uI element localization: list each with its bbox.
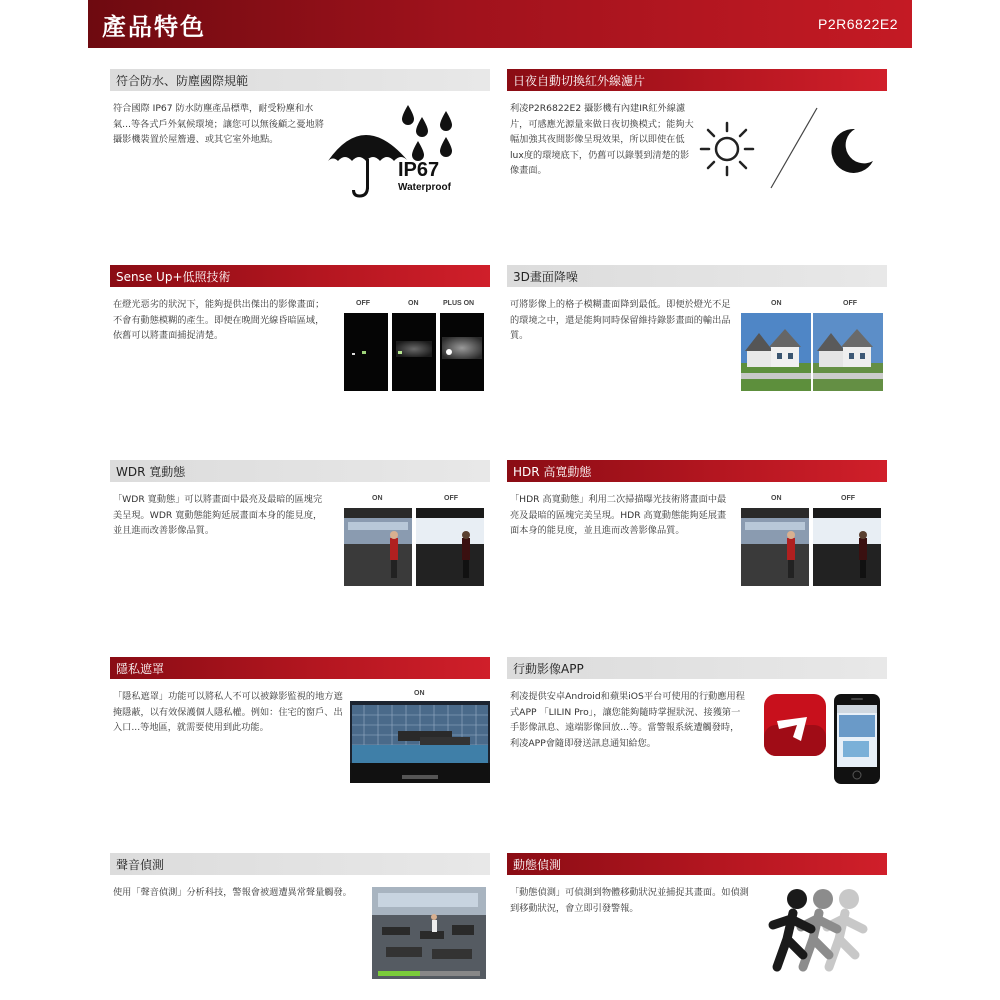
wdr-image-off <box>416 508 484 586</box>
night-image-plus-on <box>440 313 484 391</box>
section-description: 「隱私遮罩」功能可以將私人不可以被錄影監視的地方遮掩隱蔽，以有效保護個人隱私權。例如：住宅的窗戶、出入口...等地區，就需要使用到此功能。 <box>113 691 343 733</box>
moon-icon <box>825 125 877 177</box>
section-hdr <box>507 460 887 650</box>
label-off: OFF <box>356 300 370 307</box>
label-off: OFF <box>444 495 458 502</box>
running-figures-icon <box>759 883 879 983</box>
section-description: 在燈光惡劣的狀況下，能夠提供出傑出的影像畫面；不會有動態模糊的產生。即便在晚間光線昏暗區域，依舊可以將畫面捕捉清楚。 <box>113 299 325 341</box>
section-heading: 隱私遮罩 <box>110 657 490 679</box>
wdr-image-on <box>344 508 412 586</box>
house-image-off <box>813 313 883 391</box>
smartphone-icon <box>833 693 881 785</box>
hdr-image-off <box>813 508 881 586</box>
section-description: 「動態偵測」可偵測到物體移動狀況並捕捉其畫面。如偵測到移動狀況，會立即引發警報。 <box>510 887 749 914</box>
section-description: 「WDR 寬動態」可以將畫面中最亮及最暗的區塊完美呈現。WDR 寬動態能夠延展畫面本身的能見度，並且進而改善影像品質。 <box>113 494 323 536</box>
section-heading: 聲音偵測 <box>110 853 490 875</box>
label-off: OFF <box>843 300 857 307</box>
section-privacy-mask <box>110 657 490 847</box>
divider-slash <box>769 107 819 189</box>
lilin-app-icon <box>763 693 827 757</box>
label-on: ON <box>408 300 419 307</box>
section-description: 利凌P2R6822E2 攝影機有內建IR紅外線濾片，可感應光源量來做日夜切換模式；能夠大幅加強其夜間影像呈現效果，所以即使在低lux度的環境底下，仍舊可以錄製到清楚的影像畫面。 <box>510 103 694 176</box>
section-wdr <box>110 460 490 650</box>
section-heading: Sense Up+低照技術 <box>110 265 490 287</box>
privacy-mask-image <box>350 701 490 783</box>
section-description: 使用「聲音偵測」分析科技，警報會被週遭異常聲量觸發。 <box>113 887 352 898</box>
section-3d-dnr <box>507 265 887 455</box>
section-audio-detection <box>110 853 490 1000</box>
label-on: ON <box>771 495 782 502</box>
section-description: 可將影像上的格子模糊畫面降到最低。即便於燈光不足的環境之中，還是能夠同時保留維持錄影畫面的輸出品質。 <box>510 299 731 341</box>
ip67-badge: IP67 <box>398 159 440 181</box>
page-banner <box>88 0 912 48</box>
house-image-on <box>741 313 811 391</box>
label-off: OFF <box>841 495 855 502</box>
gym-camera-image <box>372 887 486 979</box>
section-sense-up <box>110 265 490 455</box>
sun-icon <box>697 119 757 179</box>
section-heading: WDR 寬動態 <box>110 460 490 482</box>
section-heading: 動態偵測 <box>507 853 887 875</box>
label-on: ON <box>771 300 782 307</box>
section-mobile-app <box>507 657 887 847</box>
section-heading: 日夜自動切換紅外線濾片 <box>507 69 887 91</box>
section-description: 「HDR 高寬動態」利用二次掃描曝光技術將畫面中最亮及最暗的區塊完美呈現。HDR 高寬動態能夠延展畫面本身的能見度，並且進而改善影像品質。 <box>510 494 727 536</box>
hdr-image-on <box>741 508 809 586</box>
waterproof-label: Waterproof <box>398 182 451 193</box>
night-image-on <box>392 313 436 391</box>
section-description: 符合國際 IP67 防水防塵產品標準，耐受粉塵和水氣...等各式戶外氣候環境；讓您可以無後顧之憂地將攝影機裝置於屋簷邊、或其它室外地點。 <box>113 103 324 145</box>
label-plus-on: PLUS ON <box>443 300 475 307</box>
section-heading: 符合防水、防塵國際規範 <box>110 69 490 91</box>
section-motion-detection <box>507 853 887 1000</box>
section-day-night <box>507 69 887 259</box>
label-on: ON <box>372 495 383 502</box>
section-description: 利凌提供安卓Android和蘋果iOS平台可使用的行動應用程式APP 「LILIN Pro」，讓您能夠隨時掌握狀況、接獲第一手影像訊息、遠端影像回放...等。當警報系統遭觸發時，利凌APP會隨即發送訊息通知給您。 <box>510 691 745 749</box>
section-heading: HDR 高寬動態 <box>507 460 887 482</box>
section-waterproof <box>110 69 490 259</box>
label-on: ON <box>414 690 425 697</box>
night-image-off <box>344 313 388 391</box>
section-heading: 行動影像APP <box>507 657 887 679</box>
section-heading: 3D畫面降噪 <box>507 265 887 287</box>
model-number: P2R6822E2 <box>817 16 898 32</box>
page-title: 產品特色 <box>102 12 206 41</box>
